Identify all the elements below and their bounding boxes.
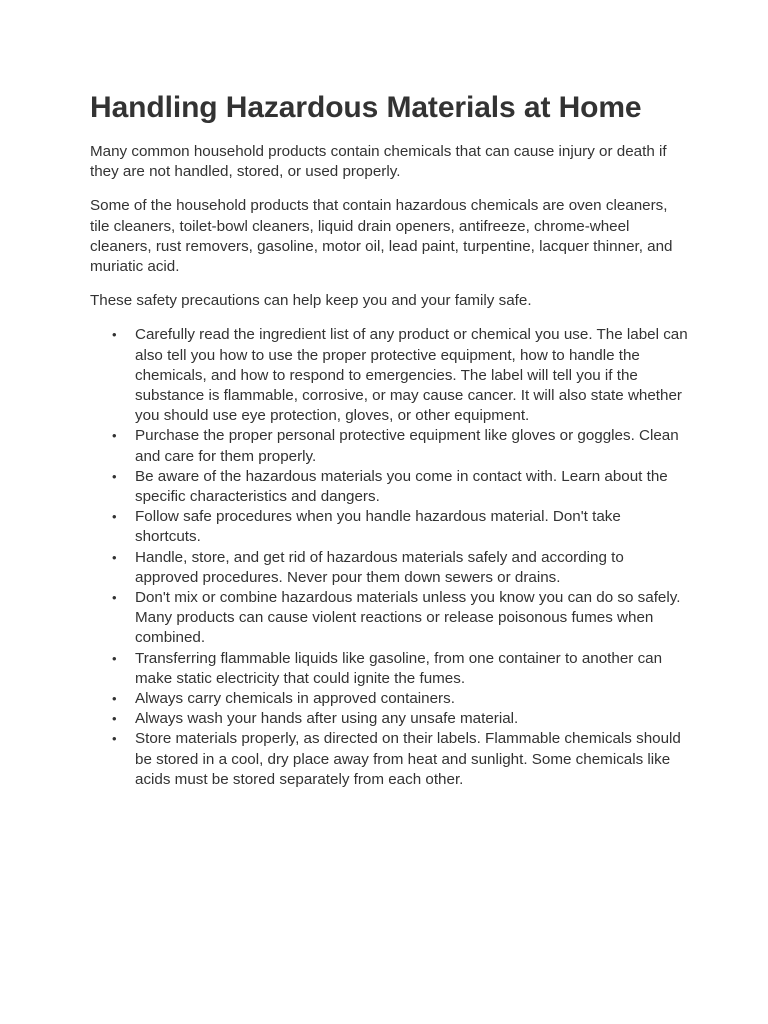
document-page (90, 90, 690, 790)
list-item (112, 649, 690, 689)
bullet-icon: • (112, 590, 117, 606)
list-item-text: Always wash your hands after using any unsafe material. (135, 710, 519, 728)
list-item (112, 507, 690, 547)
bullet-icon: • (112, 549, 117, 565)
list-item (112, 325, 690, 426)
list-item (112, 588, 690, 649)
list-item-text: Follow safe procedures when you handle hazardous material. Don't take shortcuts. (135, 508, 621, 546)
bullet-icon: • (112, 650, 117, 666)
bullet-icon: • (112, 691, 117, 707)
intro-paragraph: Many common household products contain chemicals that can cause injury or death if they are not handled, stored, or used properly. (90, 143, 667, 181)
list-item-text: Handle, store, and get rid of hazardous materials safely and according to approved procedures. Never pour them down sewers or drains. (135, 548, 624, 586)
list-item-text: Purchase the proper personal protective equipment like gloves or goggles. Clean and care for them properly. (135, 427, 679, 465)
list-item-text: Always carry chemicals in approved containers. (135, 690, 455, 708)
bullet-icon: • (112, 711, 117, 727)
list-item (112, 548, 690, 588)
document-title: Handling Hazardous Materials at Home (90, 91, 642, 124)
bullet-icon: • (112, 731, 117, 747)
bullet-icon: • (112, 428, 117, 444)
list-item (112, 426, 690, 466)
bullet-icon: • (112, 509, 117, 525)
list-item-text: Carefully read the ingredient list of any product or chemical you use. The label can also tell you how to use the proper protective equipment, how to handle the chemicals, and how to respond to emergencies. The label will tell you if the substance is flammable, corrosive, or may cause cancer. It will also state whether you should use eye protection, gloves, or other equipment. (135, 326, 688, 425)
precautions-list (90, 325, 690, 790)
products-paragraph: Some of the household products that contain hazardous chemicals are oven cleaners, tile cleaners, toilet-bowl cleaners, liquid drain openers, antifreeze, chrome-wheel cleaners, rust removers, gasoline, motor oil, lead paint, turpentine, lacquer thinner, and muriatic acid. (90, 197, 673, 276)
list-item-text: Transferring flammable liquids like gasoline, from one container to another can make static electricity that could ignite the fumes. (135, 649, 663, 687)
list-item (112, 467, 690, 507)
list-item (112, 689, 690, 709)
precautions-intro-paragraph: These safety precautions can help keep you and your family safe. (90, 292, 532, 310)
list-item (112, 729, 690, 790)
list-item (112, 709, 690, 729)
bullet-icon: • (112, 468, 117, 484)
list-item-text: Be aware of the hazardous materials you come in contact with. Learn about the specific characteristics and dangers. (135, 467, 668, 506)
list-item-text: Store materials properly, as directed on their labels. Flammable chemicals should be stored in a cool, dry place away from heat and sunlight. Some chemicals like acids must be stored separately from each other. (135, 730, 681, 788)
list-item-text: Don't mix or combine hazardous materials unless you know you can do so safely. Many products can cause violent reactions or release poisonous fumes when combined. (135, 589, 681, 647)
bullet-icon: • (112, 327, 117, 343)
